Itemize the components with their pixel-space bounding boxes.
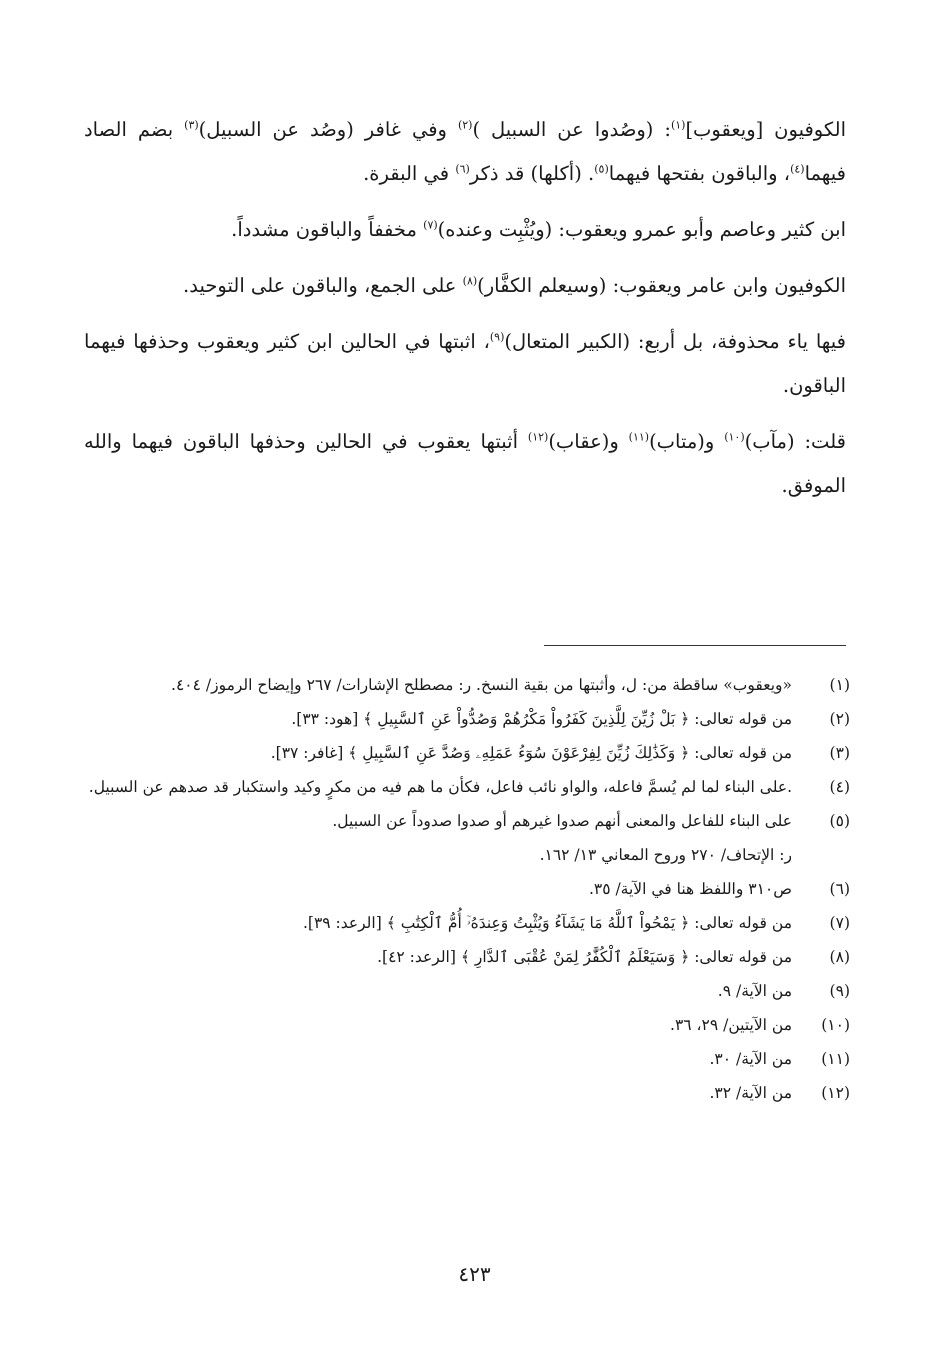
text-run: الكوفيون [ويعقوب] (685, 118, 846, 141)
text-run: في البقرة. (363, 162, 456, 185)
text-run: . (أكلها) قد ذكر (469, 162, 595, 185)
footnote-ref: (١٠) (724, 430, 745, 444)
footnote-number: (٢) (829, 710, 850, 728)
footnote-11 (84, 1042, 850, 1076)
footnote-ref: (٤) (790, 162, 805, 176)
footnote-ref: (١) (670, 118, 686, 132)
text-run: بضم الصاد فيهما (84, 118, 846, 185)
paragraph-4 (84, 320, 846, 408)
text-run: فيها ياء محذوفة، بل أربع: (الكبير المتعال) (504, 330, 846, 353)
text-run: ، اثبتها في الحالين ابن كثير ويعقوب وحذفها فيهما الباقون. (84, 330, 846, 397)
paragraph-1 (84, 108, 846, 196)
footnote-text: من قوله تعالى: ﴿ بَلْ زُيِّنَ لِلَّذِينَ كَفَرُواْ مَكْرُهُمْ وَصُدُّواْ عَنِ ٱلسَّبِيلِ ﴾ [هود: ٣٣]. (291, 710, 792, 728)
footnote-text: ص٣١٠ واللفظ هنا في الآية/ ٣٥. (588, 880, 792, 898)
footnote-3 (84, 736, 850, 770)
footnote-line: ر: الإتحاف/ ٢٧٠ وروح المعاني ١٣/ ١٦٢. (539, 846, 792, 864)
footnote-9 (84, 974, 850, 1008)
footnote-10 (84, 1008, 850, 1042)
footnote-number: (٩) (829, 982, 850, 1000)
footnote-ref: (١٢) (527, 430, 549, 444)
paragraph-5 (84, 420, 846, 508)
footnote-2 (84, 702, 850, 736)
text-run: وفي غافر (وصُد عن السبيل) (198, 118, 458, 141)
footnote-number: (١) (829, 676, 850, 694)
footnote-12 (84, 1076, 850, 1110)
footnote-ref: (٩) (489, 330, 505, 344)
text-run: : (وصُدوا عن السبيل ) (472, 118, 671, 141)
footnote-line: على البناء للفاعل والمعنى أنهم صدوا غيرهم أو صدوا صدوداً عن السبيل. (332, 812, 792, 830)
footnote-text (84, 804, 792, 872)
footnote-8 (84, 940, 850, 974)
footnote-ref: (٧) (423, 218, 438, 232)
footnote-number: (١٢) (821, 1084, 850, 1102)
footnotes (84, 668, 850, 1110)
footnote-ref: (١١) (628, 430, 650, 444)
paragraph-2 (84, 208, 846, 252)
footnote-ref: (٢) (457, 118, 473, 132)
footnote-number: (٣) (829, 744, 850, 762)
footnote-text: «ويعقوب» ساقطة من: ل، وأثبتها من بقية النسخ. ر: مصطلح الإشارات/ ٢٦٧ وإيضاح الرموز/ ٤٠٤. (171, 676, 792, 694)
text-run: قلت: (مآب) (744, 430, 846, 453)
footnote-ref: (٥) (594, 162, 609, 176)
text-run: مخففاً والباقون مشدداً. (231, 218, 424, 241)
footnote-number: (١١) (821, 1050, 850, 1068)
text-run: أثبتها يعقوب في الحالين وحذفها الباقون فيهما والله الموفق. (84, 430, 846, 497)
page-number: ٤٢٣ (458, 1262, 491, 1286)
footnote-4 (84, 770, 850, 804)
footnote-text: من الآية/ ٣٠. (709, 1050, 792, 1068)
footnote-1 (84, 668, 850, 702)
footnote-text: من قوله تعالى: ﴿ يَمْحُواْ ٱللَّهُ مَا يَشَآءُ وَيُثْبِتُ وَعِندَهُۥٓ أُمُّ ٱلْكِتَٰبِ ﴾ [الرعد: ٣٩]. (302, 914, 792, 932)
footnote-5 (84, 804, 850, 872)
footnote-text: من قوله تعالى: ﴿ وَسَيَعْلَمُ ٱلْكُفَّٰرُ لِمَنْ عُقْبَى ٱلدَّارِ ﴾ [الرعد: ٤٢]. (377, 948, 792, 966)
text-run: ابن كثير وعاصم وأبو عمرو ويعقوب: (ويُثْبِت وعنده) (437, 218, 846, 241)
footnote-divider (544, 645, 846, 646)
text-run: الكوفيون وابن عامر ويعقوب: (وسيعلم الكفَّار) (477, 274, 846, 297)
footnote-text: من الآية/ ٩. (717, 982, 792, 1000)
footnote-number: (٨) (829, 948, 850, 966)
footnote-text: من الآية/ ٣٢. (709, 1084, 792, 1102)
footnote-number: (١٠) (821, 1016, 850, 1034)
footnote-text: من قوله تعالى: ﴿ وَكَذَٰلِكَ زُيِّنَ لِفِرْعَوْنَ سُوٓءُ عَمَلِهِۦ وَصُدَّ عَنِ ٱلسَّبِيلِ ﴾ [غافر: ٣٧]. (270, 744, 792, 762)
main-text (84, 108, 846, 520)
text-run: و(متاب) (649, 430, 725, 453)
text-run: على الجمع، والباقون على التوحيد. (183, 274, 463, 297)
text-run: ، والباقون بفتحها فيهما (608, 162, 791, 185)
footnote-ref: (٣) (184, 118, 199, 132)
footnote-6 (84, 872, 850, 906)
text-run: و(عقاب) (548, 430, 629, 453)
footnote-number: (٥) (829, 812, 850, 830)
footnote-number: (٤) (829, 778, 850, 796)
footnote-7 (84, 906, 850, 940)
footnote-text: من الآيتين/ ٢٩، ٣٦. (670, 1016, 792, 1034)
footnote-ref: (٨) (462, 274, 478, 288)
paragraph-3 (84, 264, 846, 308)
footnote-number: (٦) (829, 880, 850, 898)
footnote-ref: (٦) (455, 162, 470, 176)
footnote-text: .على البناء لما لم يُسمَّ فاعله، والواو نائب فاعل، فكأن ما هم فيه من مكرٍ وكيد واستكبار قد صدهم عن السبيل. (88, 778, 792, 796)
footnote-number: (٧) (829, 914, 850, 932)
